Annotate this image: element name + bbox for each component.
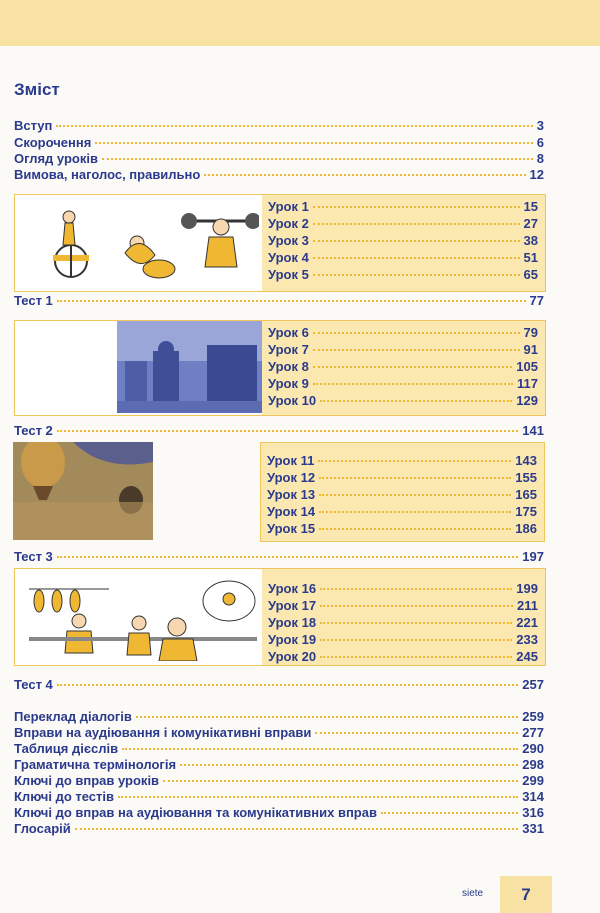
toc-entry-page: 211 [517, 598, 538, 613]
toc-entry-page: 298 [522, 757, 544, 772]
toc-entry-lesson[interactable] [267, 469, 537, 486]
toc-entry-page: 175 [515, 504, 537, 519]
leader-dots [318, 460, 511, 462]
toc-entry-label: Огляд уроків [14, 151, 98, 166]
toc-entry-label: Урок 12 [267, 470, 316, 485]
leader-dots [204, 174, 525, 176]
toc-entry-lesson[interactable] [267, 452, 537, 469]
toc-entry-page: 129 [516, 393, 538, 408]
toc-entry-page: 259 [522, 709, 544, 724]
fitness-cartoon-illustration [29, 203, 259, 285]
toc-entry-page: 257 [522, 677, 544, 692]
toc-entry-test[interactable] [14, 548, 544, 565]
toc-entry-page: 27 [523, 216, 538, 231]
toc-entry-label: Урок 4 [268, 250, 309, 265]
toc-entry-page: 316 [522, 805, 544, 820]
toc-entry-lesson[interactable] [268, 341, 538, 358]
toc-entry-page: 331 [522, 821, 544, 836]
toc-entry-label: Урок 9 [268, 376, 309, 391]
page-number: 7 [500, 876, 552, 913]
toc-entry-lesson[interactable] [268, 266, 538, 283]
footer-word: siete [462, 888, 484, 899]
toc-entry-page: 221 [516, 615, 538, 630]
leader-dots [320, 656, 512, 658]
toc-entry-label: Урок 18 [268, 615, 317, 630]
toc-entry-page: 15 [523, 199, 538, 214]
toc-entry-label: Урок 5 [268, 267, 309, 282]
toc-entry-page: 65 [523, 267, 538, 282]
lesson-block-4 [14, 568, 546, 666]
lesson-block-2 [14, 320, 546, 416]
leader-dots [163, 780, 518, 782]
lesson-panel [260, 442, 545, 542]
toc-entry-page: 233 [516, 632, 538, 647]
leader-dots [313, 257, 520, 259]
toc-entry[interactable] [14, 724, 544, 741]
toc-entry-label: Граматична термінологія [14, 757, 177, 772]
lesson-panel [262, 569, 545, 665]
toc-entry-lesson[interactable] [268, 249, 538, 266]
lesson-panel [262, 321, 545, 415]
toc-entry-lesson[interactable] [268, 198, 538, 215]
toc-entry-lesson[interactable] [267, 503, 537, 520]
leader-dots [319, 494, 511, 496]
leader-dots [313, 206, 520, 208]
toc-entry-page: 12 [529, 167, 544, 182]
toc-entry-lesson[interactable] [268, 215, 538, 232]
toc-entry-page: 290 [522, 741, 544, 756]
leader-dots [118, 796, 518, 798]
toc-entry-lesson[interactable] [267, 486, 537, 503]
toc-entry-label: Урок 17 [268, 598, 317, 613]
toc-entry[interactable] [14, 117, 544, 134]
toc-entry-lesson[interactable] [268, 580, 538, 597]
toc-entry[interactable] [14, 166, 544, 183]
toc-entry-label: Урок 16 [268, 581, 317, 596]
leader-dots [57, 556, 519, 558]
leader-dots [57, 684, 519, 686]
toc-entry-lesson[interactable] [268, 358, 538, 375]
leader-dots [56, 125, 532, 127]
leader-dots [122, 748, 518, 750]
toc-entry-label: Урок 19 [268, 632, 317, 647]
toc-entry[interactable] [14, 708, 544, 725]
toc-entry-page: 6 [536, 135, 544, 150]
toc-entry-lesson[interactable] [268, 631, 538, 648]
toc-entry-label: Урок 13 [267, 487, 316, 502]
toc-entry-page: 277 [522, 725, 544, 740]
leader-dots [313, 366, 512, 368]
toc-entry[interactable] [14, 820, 544, 837]
toc-entry-lesson[interactable] [267, 520, 537, 537]
toc-entry-label: Вимова, наголос, правильно [14, 167, 201, 182]
toc-entry-label: Ключі до тестів [14, 789, 115, 804]
leader-dots [320, 639, 512, 641]
toc-entry-page: 245 [516, 649, 538, 664]
toc-entry-lesson[interactable] [268, 392, 538, 409]
toc-entry-label: Урок 7 [268, 342, 309, 357]
toc-entry-label: Урок 8 [268, 359, 309, 374]
leader-dots [320, 400, 512, 402]
toc-entry-label: Ключі до вправ на аудіювання та комунікативних вправ [14, 805, 377, 820]
leader-dots [320, 605, 513, 607]
toc-entry-label: Вступ [14, 118, 53, 133]
toc-entry-label: Переклад діалогів [14, 709, 132, 724]
toc-entry-label: Глосарій [14, 821, 71, 836]
toc-entry-page: 197 [522, 549, 544, 564]
leader-dots [320, 622, 512, 624]
leader-dots [381, 812, 518, 814]
madrid-street-photo [117, 321, 262, 413]
leader-dots [136, 716, 518, 718]
toc-entry-lesson[interactable] [268, 648, 538, 665]
toc-entry-label: Тест 4 [14, 677, 53, 692]
toc-entry-page: 199 [516, 581, 538, 596]
lesson-block-1 [14, 194, 546, 292]
leader-dots [320, 588, 512, 590]
toc-entry-page: 51 [523, 250, 538, 265]
toc-entry-page: 91 [523, 342, 538, 357]
leader-dots [57, 300, 526, 302]
leader-dots [313, 349, 520, 351]
leader-dots [180, 764, 518, 766]
leader-dots [315, 732, 518, 734]
toc-entry-page: 155 [515, 470, 537, 485]
toc-entry-label: Ключі до вправ уроків [14, 773, 160, 788]
leader-dots [313, 223, 520, 225]
lesson-block-3 [14, 442, 544, 540]
toc-entry-test[interactable] [14, 676, 544, 693]
toc-entry-label: Урок 20 [268, 649, 317, 664]
lesson-panel [262, 195, 545, 291]
toc-entry-label: Урок 10 [268, 393, 317, 408]
toc-entry[interactable] [14, 756, 544, 773]
toc-entry[interactable] [14, 788, 544, 805]
leader-dots [319, 477, 511, 479]
leader-dots [313, 332, 520, 334]
toc-entry[interactable] [14, 772, 544, 789]
page-title: Зміст [14, 80, 60, 99]
toc-entry-page: 8 [536, 151, 544, 166]
toc-entry[interactable] [14, 804, 544, 821]
toc-entry-page: 105 [516, 359, 538, 374]
toc-entry[interactable] [14, 150, 544, 167]
toc-entry-test[interactable] [14, 292, 544, 309]
toc-entry-page: 141 [522, 423, 544, 438]
top-color-band [0, 0, 600, 46]
toc-entry-page: 314 [522, 789, 544, 804]
leader-dots [95, 142, 532, 144]
toc-entry-page: 165 [515, 487, 537, 502]
toc-entry[interactable] [14, 740, 544, 757]
toc-entry-label: Урок 15 [267, 521, 316, 536]
toc-entry-label: Урок 3 [268, 233, 309, 248]
leader-dots [313, 274, 520, 276]
toc-entry-label: Урок 1 [268, 199, 309, 214]
toc-entry-page: 117 [517, 376, 538, 391]
toc-entry-lesson[interactable] [268, 232, 538, 249]
toc-entry-lesson[interactable] [268, 614, 538, 631]
leader-dots [313, 383, 513, 385]
toc-entry[interactable] [14, 134, 544, 151]
toc-entry-label: Урок 11 [267, 453, 315, 468]
toc-entry-page: 186 [515, 521, 537, 536]
toc-entry-page: 77 [529, 293, 544, 308]
leader-dots [313, 240, 520, 242]
toc-entry-lesson[interactable] [268, 597, 538, 614]
toc-entry-label: Урок 14 [267, 504, 316, 519]
toc-entry-label: Тест 3 [14, 549, 53, 564]
toc-entry-page: 38 [523, 233, 538, 248]
leader-dots [102, 158, 533, 160]
toc-entry-label: Урок 6 [268, 325, 309, 340]
toc-entry-label: Тест 1 [14, 293, 53, 308]
leader-dots [319, 511, 511, 513]
toc-entry-label: Вправи на аудіювання і комунікативні вправи [14, 725, 312, 740]
toc-entry-label: Таблиця дієслів [14, 741, 119, 756]
toc-entry-label: Урок 2 [268, 216, 309, 231]
toc-entry-page: 143 [515, 453, 537, 468]
toc-entry-lesson[interactable] [268, 324, 538, 341]
leader-dots [57, 430, 519, 432]
toc-entry-page: 3 [536, 118, 544, 133]
toc-entry-page: 79 [523, 325, 538, 340]
hot-air-balloon-photo [13, 442, 153, 540]
leader-dots [319, 528, 511, 530]
toc-entry-page: 299 [522, 773, 544, 788]
leader-dots [75, 828, 519, 830]
toc-entry-test[interactable] [14, 422, 544, 439]
toc-entry-lesson[interactable] [268, 375, 538, 392]
toc-entry-label: Тест 2 [14, 423, 53, 438]
cafe-cartoon-illustration [29, 575, 257, 661]
toc-entry-label: Скорочення [14, 135, 92, 150]
